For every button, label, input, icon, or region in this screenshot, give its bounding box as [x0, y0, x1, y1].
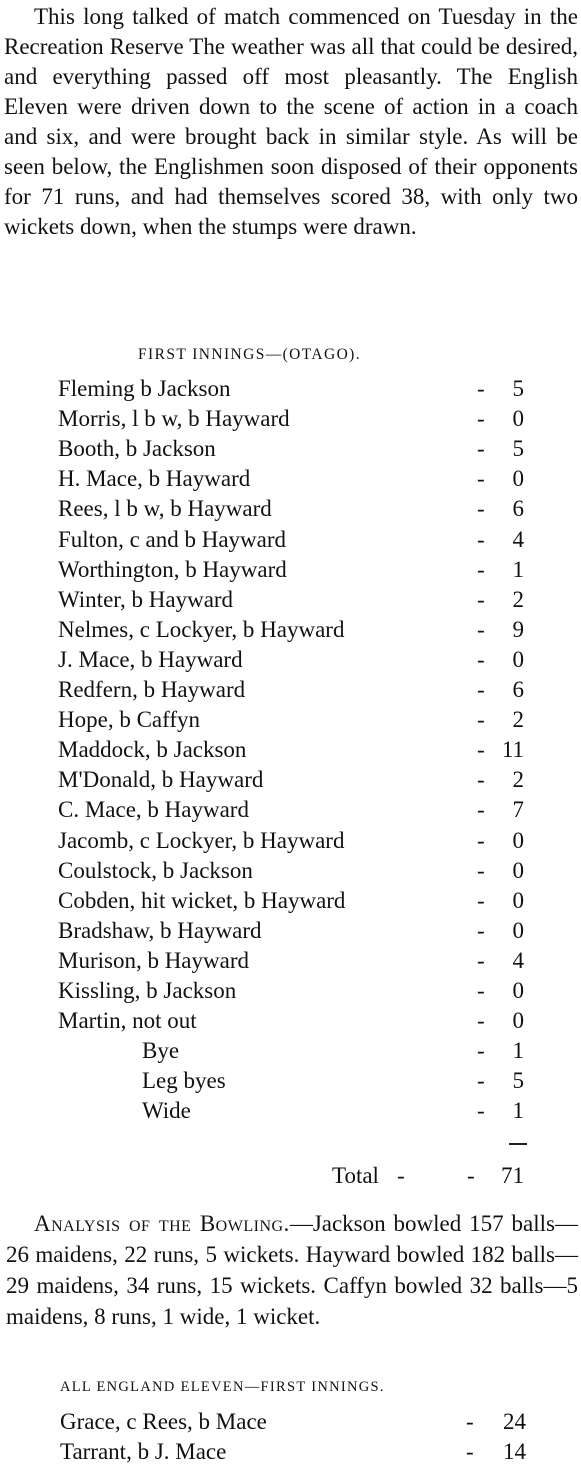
- batting-row: [0, 466, 581, 496]
- total-label: Total: [332, 1163, 379, 1188]
- batting-row: [0, 828, 581, 858]
- runs-value: 5: [512, 1068, 524, 1094]
- runs-value: 2: [512, 707, 524, 733]
- leader-dash: -: [466, 1409, 474, 1434]
- otago-innings-heading: FIRST INNINGS—(OTAGO).: [138, 346, 362, 363]
- leader-dash: -: [477, 586, 485, 612]
- batsman-name: Tarrant, b J. Mace: [60, 1439, 227, 1464]
- runs-value: 5: [512, 436, 524, 462]
- leader-dash: -: [477, 1008, 485, 1034]
- batsman-name: C. Mace, b Hayward: [58, 797, 249, 823]
- batting-row: [0, 527, 581, 557]
- batsman-name: Wide: [142, 1098, 191, 1124]
- runs-value: 0: [512, 978, 524, 1003]
- leader-dash: -: [477, 827, 485, 853]
- runs-value: 9: [512, 616, 524, 642]
- runs-value: 4: [512, 947, 524, 973]
- leader-dash: -: [397, 1163, 405, 1188]
- batsman-name: Bradshaw, b Hayward: [58, 917, 262, 943]
- leader-dash: -: [477, 887, 485, 913]
- batting-row: [0, 496, 581, 526]
- leader-dash: -: [477, 707, 485, 733]
- leader-dash: -: [477, 857, 485, 883]
- leader-dash: -: [477, 737, 485, 763]
- batting-row: [0, 948, 581, 978]
- runs-value: 1: [512, 1038, 524, 1064]
- leader-dash: -: [477, 797, 485, 823]
- batting-row: [0, 647, 581, 677]
- extras-row: [0, 1038, 581, 1068]
- batsman-name: Leg byes: [142, 1068, 226, 1094]
- runs-value: 14: [503, 1439, 526, 1464]
- batting-row: [0, 376, 581, 406]
- runs-value: 0: [512, 887, 524, 913]
- intro-paragraph: This long talked of match commenced on Tuesday in the Recreation Reserve The weather was all that could be desired, and everything passed off most pleasantly. The English Eleven were driven down to the scene of action in a coach and six, and were brought back in similar style. As will be seen below, the Englishmen soon disposed of their opponents for 71 runs, and had themselves scored 38, with only two wickets down, when the stumps were drawn.: [4, 4, 578, 239]
- leader-dash: -: [477, 376, 485, 401]
- batsman-name: Grace, c Rees, b Mace: [60, 1409, 267, 1434]
- leader-dash: -: [477, 917, 485, 943]
- leader-dash: -: [477, 466, 485, 492]
- leader-dash: -: [467, 1163, 475, 1188]
- leader-dash: -: [477, 767, 485, 793]
- extras-row: [0, 1098, 581, 1128]
- batsman-name: Coulstock, b Jackson: [58, 857, 253, 883]
- batting-row: [0, 918, 581, 948]
- runs-value: 5: [512, 376, 524, 401]
- england-innings-heading: ALL ENGLAND ELEVEN—FIRST INNINGS.: [60, 1379, 385, 1395]
- runs-value: 7: [512, 797, 524, 823]
- leader-dash: -: [477, 496, 485, 522]
- batsman-name: Nelmes, c Lockyer, b Hayward: [58, 616, 345, 642]
- leader-dash: -: [466, 1439, 474, 1464]
- leader-dash: -: [477, 1068, 485, 1094]
- batting-row: [0, 978, 581, 1008]
- batsman-name: M'Donald, b Hayward: [58, 767, 264, 793]
- batting-row: [0, 707, 581, 737]
- batsman-name: Maddock, b Jackson: [58, 737, 247, 763]
- batting-row: [0, 1008, 581, 1038]
- runs-value: 0: [512, 646, 524, 672]
- batsman-name: Martin, not out: [58, 1008, 197, 1034]
- leader-dash: -: [477, 646, 485, 672]
- batsman-name: Redfern, b Hayward: [58, 677, 246, 702]
- leader-dash: -: [477, 1098, 485, 1124]
- batting-row: [0, 557, 581, 587]
- runs-value: 24: [503, 1409, 526, 1434]
- runs-value: 0: [512, 406, 524, 432]
- batsman-name: H. Mace, b Hayward: [58, 466, 251, 492]
- batsman-name: Murison, b Hayward: [58, 947, 249, 973]
- batting-row: [0, 406, 581, 436]
- batsman-name: Cobden, hit wicket, b Hayward: [58, 887, 346, 913]
- batting-row: [0, 1409, 581, 1439]
- batsman-name: Bye: [142, 1038, 180, 1064]
- batting-row: [0, 767, 581, 797]
- leader-dash: -: [477, 947, 485, 973]
- runs-value: 0: [512, 917, 524, 943]
- runs-value: 11: [501, 737, 524, 763]
- batting-row: [0, 1439, 581, 1469]
- leader-dash: -: [477, 436, 485, 462]
- runs-value: 0: [512, 827, 524, 853]
- leader-dash: -: [477, 616, 485, 642]
- total-row: [0, 1163, 581, 1193]
- batsman-name: Winter, b Hayward: [58, 586, 234, 612]
- bowling-analysis: [6, 1208, 578, 1332]
- batsman-name: J. Mace, b Hayward: [58, 646, 243, 672]
- batting-row: [0, 858, 581, 888]
- leader-dash: -: [477, 406, 485, 432]
- batting-row: [0, 436, 581, 466]
- batsman-name: Kissling, b Jackson: [58, 978, 237, 1003]
- leader-dash: -: [477, 1038, 485, 1064]
- batting-row: [0, 888, 581, 918]
- runs-value: 4: [512, 526, 524, 552]
- batting-row: [0, 587, 581, 617]
- runs-value: 0: [512, 1008, 524, 1034]
- batting-row: [0, 737, 581, 767]
- batsman-name: Hope, b Caffyn: [58, 707, 201, 733]
- leader-dash: -: [477, 556, 485, 582]
- batting-row: [0, 617, 581, 647]
- runs-value: 0: [512, 857, 524, 883]
- batsman-name: Booth, b Jackson: [58, 436, 216, 462]
- batsman-name: Fulton, c and b Hayward: [58, 526, 287, 552]
- leader-dash: -: [477, 677, 485, 702]
- batsman-name: Worthington, b Hayward: [58, 556, 287, 582]
- batsman-name: Morris, l b w, b Hayward: [58, 406, 290, 432]
- total-rule: [509, 1143, 527, 1145]
- runs-value: 1: [512, 556, 524, 582]
- batting-row: [0, 677, 581, 707]
- runs-value: 0: [512, 466, 524, 492]
- leader-dash: -: [477, 978, 485, 1003]
- leader-dash: -: [477, 526, 485, 552]
- runs-value: 6: [512, 496, 524, 522]
- runs-value: 1: [512, 1098, 524, 1124]
- batsman-name: Fleming b Jackson: [58, 376, 231, 401]
- runs-value: 6: [512, 677, 524, 702]
- total-runs: 71: [501, 1163, 524, 1188]
- analysis-heading: Analysis of the Bowling.: [34, 1211, 290, 1236]
- extras-row: [0, 1068, 581, 1098]
- batsman-name: Jacomb, c Lockyer, b Hayward: [58, 827, 345, 853]
- runs-value: 2: [512, 586, 524, 612]
- runs-value: 2: [512, 767, 524, 793]
- analysis-text: —Jackson bowled 157 balls—26 maidens, 22 runs, 5 wickets. Hayward bowled 182 balls—29 maidens, 34 runs, 15 wickets. Caffyn bowled 32 balls—5 maidens, 8 runs, 1 wide, 1 wicket.: [6, 1211, 578, 1329]
- batsman-name: Rees, l b w, b Hayward: [58, 496, 272, 522]
- batting-row: [0, 797, 581, 827]
